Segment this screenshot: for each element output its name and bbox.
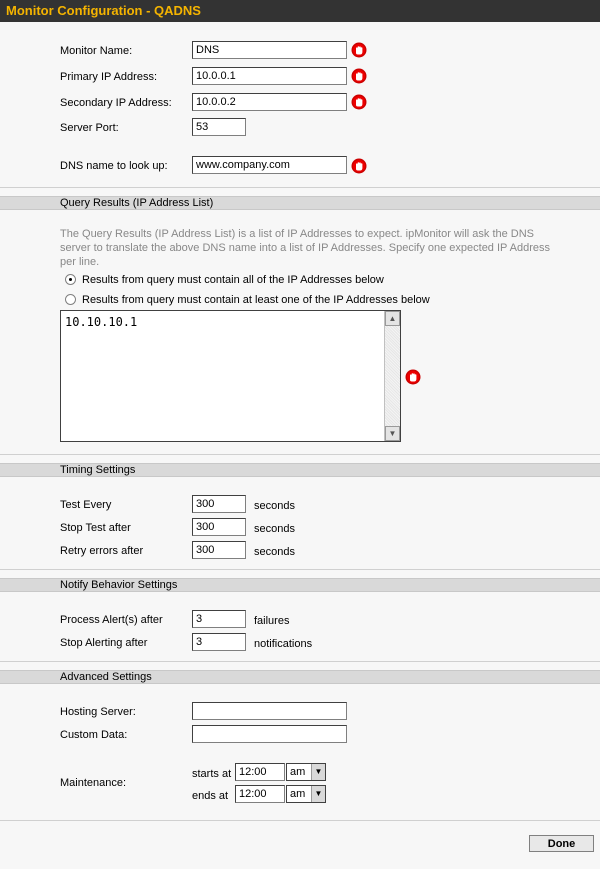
maintenance-label: Maintenance: — [60, 777, 127, 789]
ends-at-label: ends at — [192, 790, 229, 802]
stop-test-input[interactable]: 300 — [192, 518, 246, 536]
stop-test-unit: seconds — [254, 523, 295, 535]
process-alerts-unit: failures — [254, 615, 290, 627]
ends-ampm-select[interactable] — [286, 785, 326, 803]
scroll-up-arrow-icon[interactable]: ▲ — [385, 311, 400, 326]
radio-contain-all-label[interactable]: Results from query must contain all of the IP Addresses below — [82, 274, 384, 286]
server-port-input[interactable]: 53 — [192, 118, 246, 136]
required-hand-icon — [351, 42, 367, 58]
hosting-server-label: Hosting Server: — [60, 706, 136, 718]
monitor-name-label: Monitor Name: — [60, 45, 133, 57]
retry-errors-label: Retry errors after — [60, 545, 144, 557]
primary-ip-input[interactable]: 10.0.0.1 — [192, 67, 347, 85]
starts-time-input[interactable]: 12:00 — [235, 763, 285, 781]
ip-address-list-content: 10.10.10.1 — [65, 315, 138, 329]
radio-contain-one[interactable] — [65, 294, 76, 305]
starts-ampm-value: am — [290, 766, 306, 778]
hosting-server-input[interactable] — [192, 702, 347, 720]
timing-settings-header: Timing Settings — [0, 463, 600, 477]
test-every-label: Test Every — [60, 499, 112, 511]
required-hand-icon — [351, 68, 367, 84]
ip-address-list-textarea[interactable] — [60, 310, 401, 442]
advanced-settings-header: Advanced Settings — [0, 670, 600, 684]
required-hand-icon — [351, 94, 367, 110]
process-alerts-label: Process Alert(s) after — [60, 614, 163, 626]
retry-errors-unit: seconds — [254, 546, 295, 558]
custom-data-label: Custom Data: — [60, 729, 128, 741]
required-hand-icon — [405, 369, 421, 385]
ends-ampm-value: am — [290, 788, 306, 800]
dns-name-input[interactable]: www.company.com — [192, 156, 347, 174]
process-alerts-input[interactable]: 3 — [192, 610, 246, 628]
server-port-label: Server Port: — [60, 122, 119, 134]
test-every-unit: seconds — [254, 500, 295, 512]
radio-contain-all[interactable] — [65, 274, 76, 285]
done-button[interactable]: Done — [529, 835, 594, 852]
vertical-scrollbar[interactable] — [384, 311, 400, 441]
stop-alerting-label: Stop Alerting after — [60, 637, 148, 649]
dns-name-label: DNS name to look up: — [60, 160, 168, 172]
required-hand-icon — [351, 158, 367, 174]
retry-errors-input[interactable]: 300 — [192, 541, 246, 559]
ends-time-input[interactable]: 12:00 — [235, 785, 285, 803]
starts-at-label: starts at — [192, 768, 232, 780]
page-title: Monitor Configuration - QADNS — [0, 0, 600, 22]
primary-ip-label: Primary IP Address: — [60, 71, 157, 83]
starts-ampm-select[interactable] — [286, 763, 326, 781]
stop-test-label: Stop Test after — [60, 522, 131, 534]
query-results-description: The Query Results (IP Address List) is a list of IP Addresses to expect. ipMonitor will ask the DNS server to translate the above DNS name into a list of IP Addresses. Specify one expected IP Address per line. — [60, 228, 550, 268]
notify-settings-header: Notify Behavior Settings — [0, 578, 600, 592]
stop-alerting-input[interactable]: 3 — [192, 633, 246, 651]
query-results-header: Query Results (IP Address List) — [0, 196, 600, 210]
monitor-name-input[interactable]: DNS — [192, 41, 347, 59]
scroll-down-arrow-icon[interactable]: ▼ — [385, 426, 400, 441]
secondary-ip-label: Secondary IP Address: — [60, 97, 172, 109]
custom-data-input[interactable] — [192, 725, 347, 743]
secondary-ip-input[interactable]: 10.0.0.2 — [192, 93, 347, 111]
stop-alerting-unit: notifications — [254, 638, 313, 650]
radio-contain-one-label[interactable]: Results from query must contain at least one of the IP Addresses below — [82, 294, 430, 306]
chevron-down-icon[interactable]: ▼ — [311, 764, 325, 780]
chevron-down-icon[interactable]: ▼ — [311, 786, 325, 802]
test-every-input[interactable]: 300 — [192, 495, 246, 513]
